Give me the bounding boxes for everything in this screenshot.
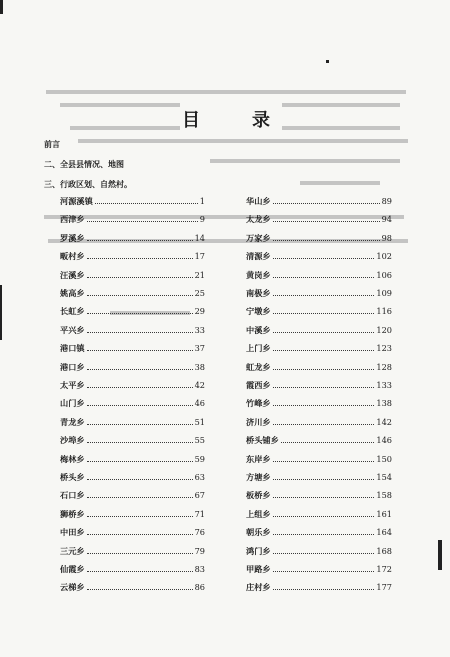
toc-entry[interactable] [60, 490, 205, 502]
toc-entry-name: 太平乡 [60, 380, 85, 390]
toc-entry-name: 姚高乡 [60, 288, 85, 298]
toc-entry-name: 狮桥乡 [60, 508, 85, 519]
show-through-text [300, 181, 380, 185]
toc-entry-page: 133 [376, 380, 392, 390]
dot-leader [273, 527, 375, 535]
toc-entry[interactable] [246, 490, 392, 502]
dot-leader [95, 196, 198, 204]
dot-leader [273, 417, 375, 425]
toc-entry[interactable] [246, 398, 392, 410]
toc-entry-page: 55 [194, 435, 205, 446]
toc-entry-page: 146 [376, 435, 392, 446]
toc-entry[interactable] [60, 527, 205, 539]
show-through-text [78, 139, 408, 143]
show-through-text [46, 90, 406, 94]
dot-leader [273, 214, 380, 222]
toc-entry[interactable] [60, 582, 205, 594]
page-title [182, 106, 272, 132]
toc-entry[interactable] [246, 288, 392, 300]
toc-entry-page: 164 [376, 527, 392, 538]
dot-leader [273, 362, 375, 370]
toc-entry-page: 172 [376, 564, 392, 574]
toc-entry-page: 1 [199, 196, 205, 206]
toc-entry-name: 三元乡 [60, 545, 85, 556]
toc-entry[interactable] [246, 233, 392, 245]
toc-entry-name: 方塘乡 [246, 472, 271, 482]
toc-entry-name: 汪溪乡 [60, 269, 85, 280]
scan-edge-mark [0, 0, 3, 14]
dot-leader [87, 546, 193, 554]
toc-entry-page: 79 [194, 545, 205, 556]
toc-entry[interactable] [60, 251, 205, 263]
toc-entry[interactable] [246, 472, 392, 484]
toc-entry-page: 168 [376, 545, 392, 556]
toc-entry[interactable] [246, 270, 392, 282]
toc-entry-page: 76 [194, 527, 205, 538]
toc-entry[interactable] [60, 196, 205, 208]
toc-entry[interactable] [246, 454, 392, 466]
toc-entry-name: 畈村乡 [60, 251, 85, 262]
toc-entry-name: 上门乡 [246, 343, 271, 354]
show-through-text [210, 159, 400, 163]
toc-entry[interactable] [60, 380, 205, 392]
toc-entry-name: 宁墩乡 [246, 306, 271, 317]
dot-leader [87, 325, 193, 333]
toc-entry-name: 竹峰乡 [246, 398, 271, 409]
toc-entry[interactable] [246, 380, 392, 392]
toc-entry[interactable] [60, 214, 205, 226]
dot-leader [273, 509, 375, 517]
toc-entry[interactable] [60, 509, 205, 521]
toc-entry[interactable] [246, 546, 392, 558]
dot-leader [273, 546, 375, 554]
toc-entry-name: 桥头铺乡 [246, 435, 279, 446]
toc-entry-page: 63 [194, 472, 205, 482]
dot-leader [87, 472, 193, 480]
toc-entry[interactable] [60, 435, 205, 447]
toc-entry-page: 17 [194, 251, 205, 262]
dot-leader [87, 362, 193, 370]
toc-entry-name: 南极乡 [246, 288, 271, 298]
dot-leader [273, 251, 375, 259]
toc-entry-page: 161 [376, 508, 392, 519]
dot-leader [87, 380, 193, 388]
toc-section-divisions: 三、行政区划、自然村。 [44, 179, 132, 189]
title-char: 录 [252, 110, 272, 131]
dot-leader [273, 343, 375, 351]
toc-entry-page: 128 [376, 361, 392, 372]
dot-leader [273, 325, 375, 333]
dot-leader [273, 582, 375, 590]
toc-entry[interactable] [246, 564, 392, 576]
toc-entry[interactable] [60, 564, 205, 576]
dot-leader [273, 454, 375, 462]
toc-entry[interactable] [60, 233, 205, 245]
toc-section-overview: 二、全县县情况、地图 [44, 159, 124, 169]
toc-entry-name: 东岸乡 [246, 453, 271, 464]
toc-entry-page: 83 [194, 564, 205, 574]
dot-leader [273, 270, 375, 278]
dot-leader [273, 288, 375, 296]
toc-entry[interactable] [60, 454, 205, 466]
dot-leader [273, 564, 375, 572]
toc-entry-name: 甲路乡 [246, 564, 271, 574]
toc-entry-name: 虹龙乡 [246, 361, 271, 372]
show-through-text [70, 126, 180, 130]
toc-entry-name: 山门乡 [60, 398, 85, 409]
toc-entry[interactable] [60, 546, 205, 558]
toc-entry[interactable] [246, 527, 392, 539]
toc-entry-name: 河源溪镇 [60, 196, 93, 206]
dot-leader [87, 435, 193, 443]
scan-edge-mark [0, 285, 2, 340]
show-through-text [282, 126, 400, 130]
dot-leader [87, 343, 193, 351]
dot-leader [87, 233, 193, 241]
toc-entry-name: 云梯乡 [60, 582, 85, 593]
dot-leader [273, 306, 375, 314]
toc-entry-name: 鸿门乡 [246, 545, 271, 556]
toc-entry-page: 9 [199, 214, 205, 225]
toc-entry-name: 朝乐乡 [246, 527, 271, 538]
toc-entry[interactable] [246, 417, 392, 429]
toc-entry-name: 太龙乡 [246, 214, 271, 225]
dot-leader [87, 564, 193, 572]
toc-entry-page: 14 [194, 232, 205, 243]
toc-entry-page: 150 [376, 453, 392, 464]
dot-leader [273, 398, 375, 406]
toc-entry-name: 青龙乡 [60, 416, 85, 427]
toc-entry-page: 89 [381, 196, 392, 206]
toc-entry-page: 67 [194, 490, 205, 501]
dot-leader [281, 435, 375, 443]
toc-entry-page: 37 [194, 343, 205, 354]
toc-entry-page: 33 [194, 324, 205, 335]
toc-entry[interactable] [60, 472, 205, 484]
toc-entry-page: 25 [194, 288, 205, 298]
toc-entry-name: 石口乡 [60, 490, 85, 501]
toc-entry[interactable] [246, 306, 392, 318]
toc-entry-page: 38 [194, 361, 205, 372]
toc-entry-name: 上组乡 [246, 508, 271, 519]
toc-entry-name: 庄村乡 [246, 582, 271, 593]
toc-entry[interactable] [246, 251, 392, 263]
toc-entry-name: 梅林乡 [60, 453, 85, 464]
toc-entry-page: 102 [376, 251, 392, 262]
toc-entry-page: 21 [194, 269, 205, 280]
toc-entry-page: 123 [376, 343, 392, 354]
toc-entry-page: 42 [194, 380, 205, 390]
dot-leader [87, 527, 193, 535]
toc-entry-name: 中溪乡 [246, 324, 271, 335]
dot-leader [273, 472, 375, 480]
toc-entry-page: 59 [194, 453, 205, 464]
toc-entry-name: 罗溪乡 [60, 232, 85, 243]
dot-leader [87, 214, 198, 222]
toc-entry[interactable] [60, 306, 205, 318]
toc-entry-name: 板桥乡 [246, 490, 271, 501]
dot-leader [87, 288, 193, 296]
dot-leader [87, 398, 193, 406]
toc-entry-name: 平兴乡 [60, 324, 85, 335]
toc-entry-name: 港口镇 [60, 343, 85, 354]
scan-ink-mark [326, 60, 329, 63]
toc-entry-name: 西津乡 [60, 214, 85, 225]
toc-entry-page: 86 [194, 582, 205, 593]
dot-leader [87, 417, 193, 425]
toc-preface: 前言 [44, 139, 60, 149]
toc-entry[interactable] [246, 435, 392, 447]
dot-leader [273, 380, 375, 388]
dot-leader [87, 454, 193, 462]
toc-entry[interactable] [246, 582, 392, 594]
toc-entry[interactable] [60, 417, 205, 429]
toc-entry[interactable] [60, 362, 205, 374]
toc-entry[interactable] [60, 398, 205, 410]
toc-entry-page: 46 [194, 398, 205, 409]
toc-entry-name: 华山乡 [246, 196, 271, 206]
title-char: 目 [182, 110, 202, 131]
toc-entry-name: 中田乡 [60, 527, 85, 538]
toc-entry-name: 港口乡 [60, 361, 85, 372]
toc-entry-name: 万家乡 [246, 232, 271, 243]
toc-entry-page: 109 [376, 288, 392, 298]
toc-entry-name: 仙霞乡 [60, 564, 85, 574]
toc-entry[interactable] [246, 362, 392, 374]
dot-leader [87, 490, 193, 498]
toc-entry[interactable] [60, 343, 205, 355]
dot-leader [273, 233, 380, 241]
toc-entry-name: 黄岗乡 [246, 269, 271, 280]
toc-entry-name: 清源乡 [246, 251, 271, 262]
toc-entry-page: 98 [381, 232, 392, 243]
toc-entry-page: 29 [194, 306, 205, 317]
show-through-text [60, 103, 180, 107]
dot-leader [273, 196, 380, 204]
toc-entry[interactable] [60, 325, 205, 337]
toc-entry-page: 138 [376, 398, 392, 409]
toc-entry-name: 长虹乡 [60, 306, 85, 317]
show-through-text [282, 103, 400, 107]
toc-entry-page: 158 [376, 490, 392, 501]
toc-entry[interactable] [246, 343, 392, 355]
dot-leader [273, 490, 375, 498]
dot-leader [87, 251, 193, 259]
toc-entry-page: 142 [376, 416, 392, 427]
toc-entry-page: 71 [194, 508, 205, 519]
toc-entry[interactable] [60, 288, 205, 300]
toc-entry-name: 桥头乡 [60, 472, 85, 482]
toc-entry-name: 霞西乡 [246, 380, 271, 390]
dot-leader [87, 509, 193, 517]
toc-entry-page: 177 [376, 582, 392, 593]
toc-entry-page: 51 [194, 416, 205, 427]
toc-entry-name: 沙埠乡 [60, 435, 85, 446]
dot-leader [87, 306, 193, 314]
toc-entry-page: 116 [376, 306, 392, 317]
scan-ink-mark [438, 540, 442, 570]
dot-leader [87, 270, 193, 278]
toc-entry-page: 106 [376, 269, 392, 280]
toc-entry[interactable] [246, 325, 392, 337]
toc-entry[interactable] [246, 214, 392, 226]
toc-entry-name: 济川乡 [246, 416, 271, 427]
dot-leader [87, 582, 193, 590]
toc-entry[interactable] [60, 270, 205, 282]
toc-entry-page: 120 [376, 324, 392, 335]
toc-entry-page: 94 [381, 214, 392, 225]
toc-entry-page: 154 [376, 472, 392, 482]
toc-entry[interactable] [246, 196, 392, 208]
toc-entry[interactable] [246, 509, 392, 521]
